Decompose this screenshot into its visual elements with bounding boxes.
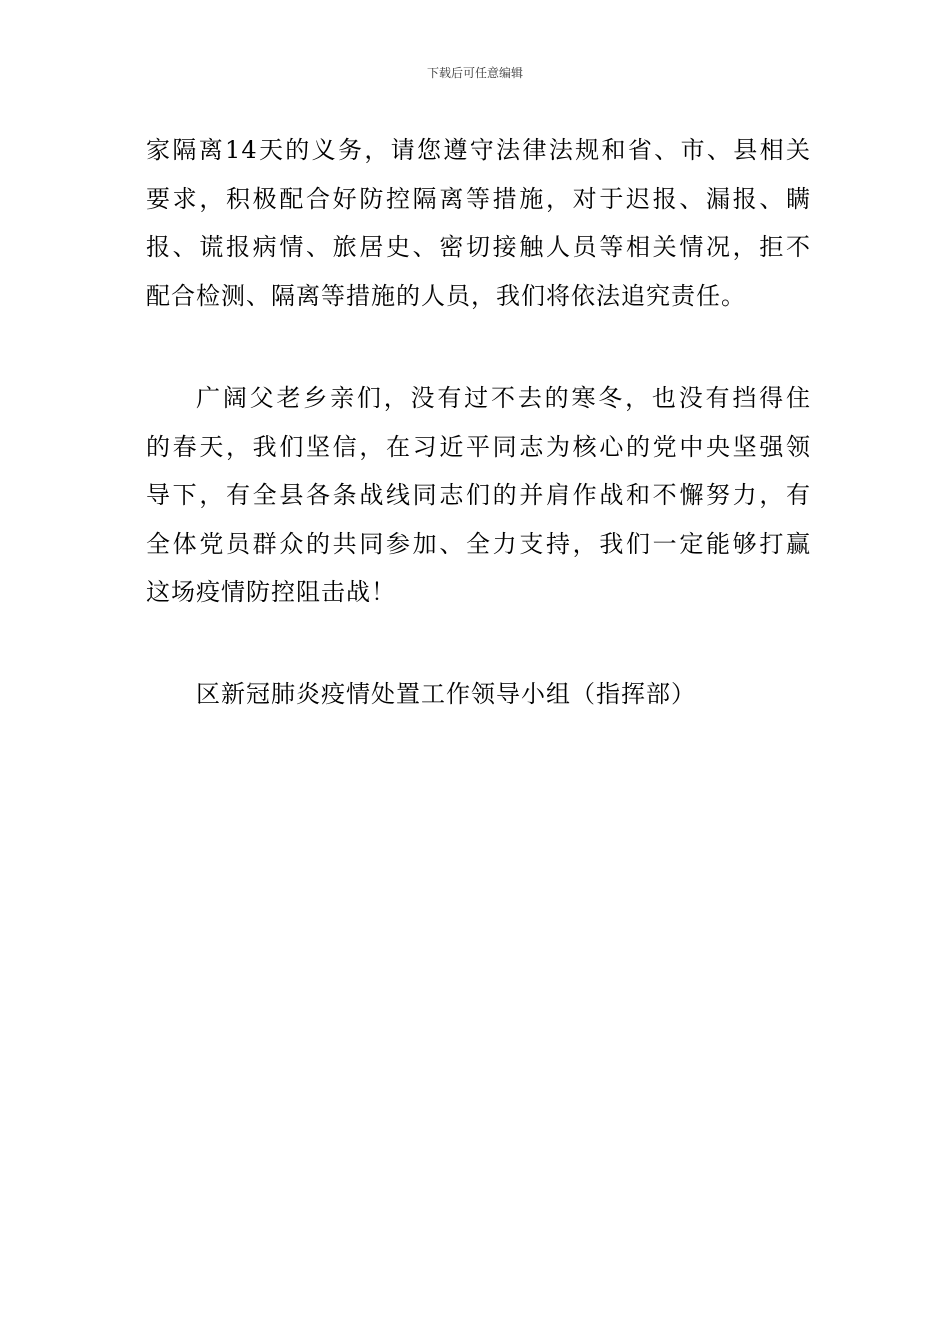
paragraph-1 xyxy=(146,126,811,320)
paragraph-2 xyxy=(146,374,811,617)
paragraph-2-line: 的春天，我们坚信，在习近平同志为核心的党中央坚强领 xyxy=(146,432,811,461)
paragraph-2-line: 这场疫情防控阻击战！ xyxy=(146,578,396,606)
paragraph-2-line: 导下，有全县各条战线同志们的并肩作战和不懈努力，有 xyxy=(146,481,811,509)
signature-block xyxy=(146,670,811,719)
paragraph-2-line: 全体党员群众的共同参加、全力支持，我们一定能够打赢 xyxy=(146,529,811,558)
signature-text: 区新冠肺炎疫情处置工作领导小组（指挥部） xyxy=(196,680,696,708)
paragraph-1-line: 报、谎报病情、旅居史、密切接触人员等相关情况，拒不 xyxy=(146,233,811,261)
paragraph-1-line: 家隔离14天的义务，请您遵守法律法规和省、市、县相关 xyxy=(146,136,811,164)
paragraph-1-line: 要求，积极配合好防控隔离等措施，对于迟报、漏报、瞒 xyxy=(146,184,811,213)
page-header: 下载后可任意编辑 xyxy=(426,66,523,80)
paragraph-1-line: 配合检测、隔离等措施的人员，我们将依法追究责任。 xyxy=(146,281,746,310)
paragraph-2-line: 广阔父老乡亲们，没有过不去的寒冬，也没有挡得住 xyxy=(196,384,811,412)
